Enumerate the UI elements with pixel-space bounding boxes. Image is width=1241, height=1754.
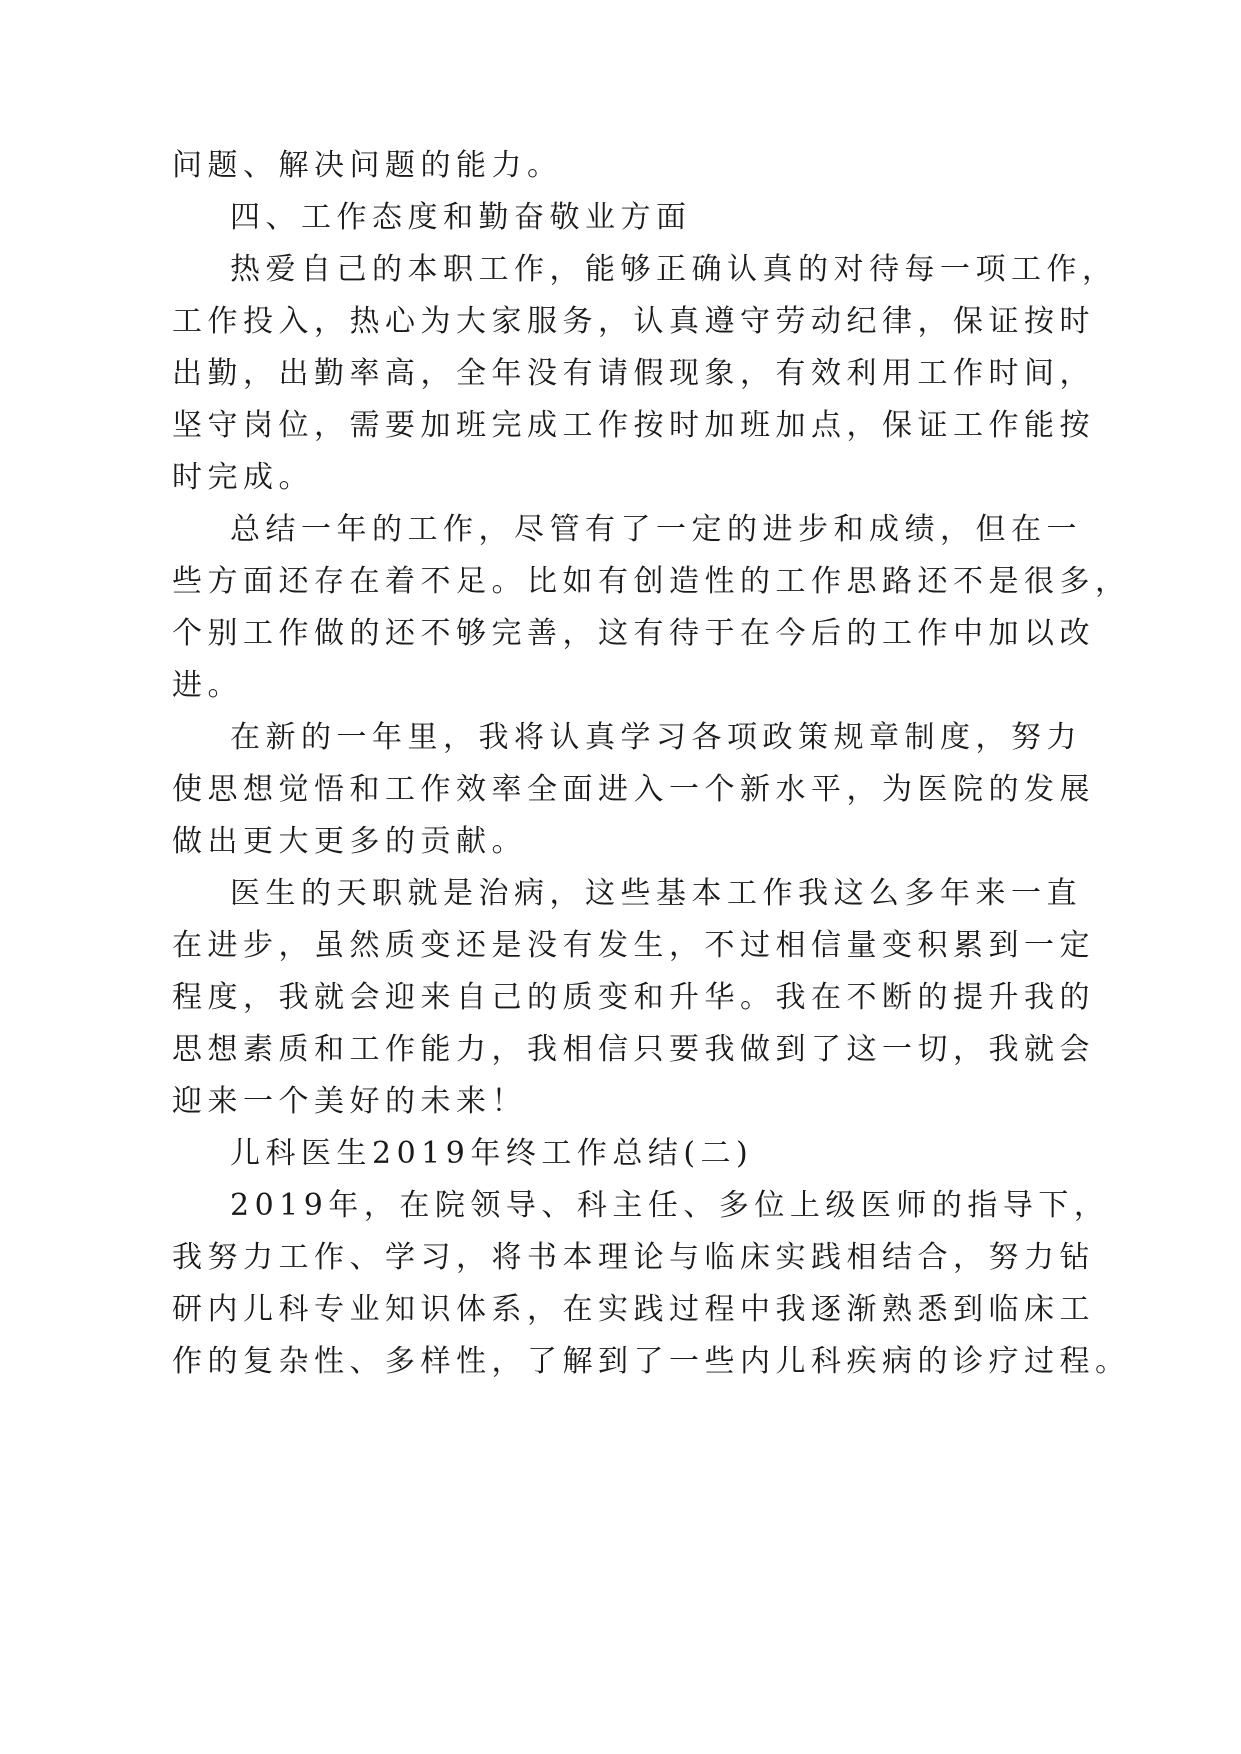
line-text: 思想素质和工作能力，我相信只要我做到了这一切，我就会 xyxy=(172,1032,1095,1067)
line-text: 坚守岗位，需要加班完成工作按时加班加点，保证工作能按 xyxy=(172,408,1095,443)
text-line xyxy=(0,1176,1241,1236)
text-line xyxy=(0,864,1241,924)
text-line xyxy=(0,604,1241,664)
text-line xyxy=(0,240,1241,300)
line-text: 热爱自己的本职工作，能够正确认真的对待每一项工作， xyxy=(230,252,1118,287)
line-text: 医生的天职就是治病，这些基本工作我这么多年来一直 xyxy=(230,876,1082,911)
line-text: 我努力工作、学习，将书本理论与临床实践相结合，努力钻 xyxy=(172,1240,1095,1275)
section-heading xyxy=(0,188,1241,248)
line-text: 2019年，在院领导、科主任、多位上级医师的指导下， xyxy=(230,1188,1110,1223)
line-text: 出勤，出勤率高，全年没有请假现象，有效利用工作时间， xyxy=(172,356,1095,391)
line-text: 个别工作做的还不够完善，这有待于在今后的工作中加以改 xyxy=(172,616,1095,651)
text-line xyxy=(0,916,1241,976)
line-text: 研内儿科专业知识体系，在实践过程中我逐渐熟悉到临床工 xyxy=(172,1292,1095,1327)
text-line xyxy=(0,968,1241,1028)
text-line xyxy=(0,552,1241,612)
line-text: 在进步，虽然质变还是没有发生，不过相信量变积累到一定 xyxy=(172,928,1095,963)
line-text: 作的复杂性、多样性，了解到了一些内儿科疾病的诊疗过程。 xyxy=(172,1344,1131,1379)
line-text: 问题、解决问题的能力。 xyxy=(172,148,563,183)
line-text: 些方面还存在着不足。比如有创造性的工作思路还不是很多， xyxy=(172,564,1131,599)
line-text: 工作投入，热心为大家服务，认真遵守劳动纪律，保证按时 xyxy=(172,304,1095,339)
line-text: 程度，我就会迎来自己的质变和升华。我在不断的提升我的 xyxy=(172,980,1095,1015)
text-line xyxy=(0,500,1241,560)
line-text: 迎来一个美好的未来！ xyxy=(172,1084,527,1119)
text-line xyxy=(0,708,1241,768)
text-line xyxy=(0,448,1241,508)
text-line xyxy=(0,812,1241,872)
text-line xyxy=(0,1020,1241,1080)
text-line xyxy=(0,1072,1241,1132)
line-text: 使思想觉悟和工作效率全面进入一个新水平，为医院的发展 xyxy=(172,772,1095,807)
text-line xyxy=(0,136,1241,196)
text-line xyxy=(0,760,1241,820)
line-text: 做出更大更多的贡献。 xyxy=(172,824,527,859)
text-line xyxy=(0,656,1241,716)
line-text: 进。 xyxy=(172,668,243,703)
text-line xyxy=(0,1332,1241,1392)
text-line xyxy=(0,1280,1241,1340)
text-line xyxy=(0,1228,1241,1288)
line-text: 时完成。 xyxy=(172,460,314,495)
section-heading xyxy=(0,1124,1241,1184)
heading-text: 四、工作态度和勤奋敬业方面 xyxy=(230,200,692,235)
text-line xyxy=(0,396,1241,456)
line-text: 在新的一年里，我将认真学习各项政策规章制度，努力 xyxy=(230,720,1082,755)
heading-text: 儿科医生2019年终工作总结(二) xyxy=(230,1136,754,1171)
line-text: 总结一年的工作，尽管有了一定的进步和成绩，但在一 xyxy=(230,512,1082,547)
text-line xyxy=(0,292,1241,352)
text-line xyxy=(0,344,1241,404)
